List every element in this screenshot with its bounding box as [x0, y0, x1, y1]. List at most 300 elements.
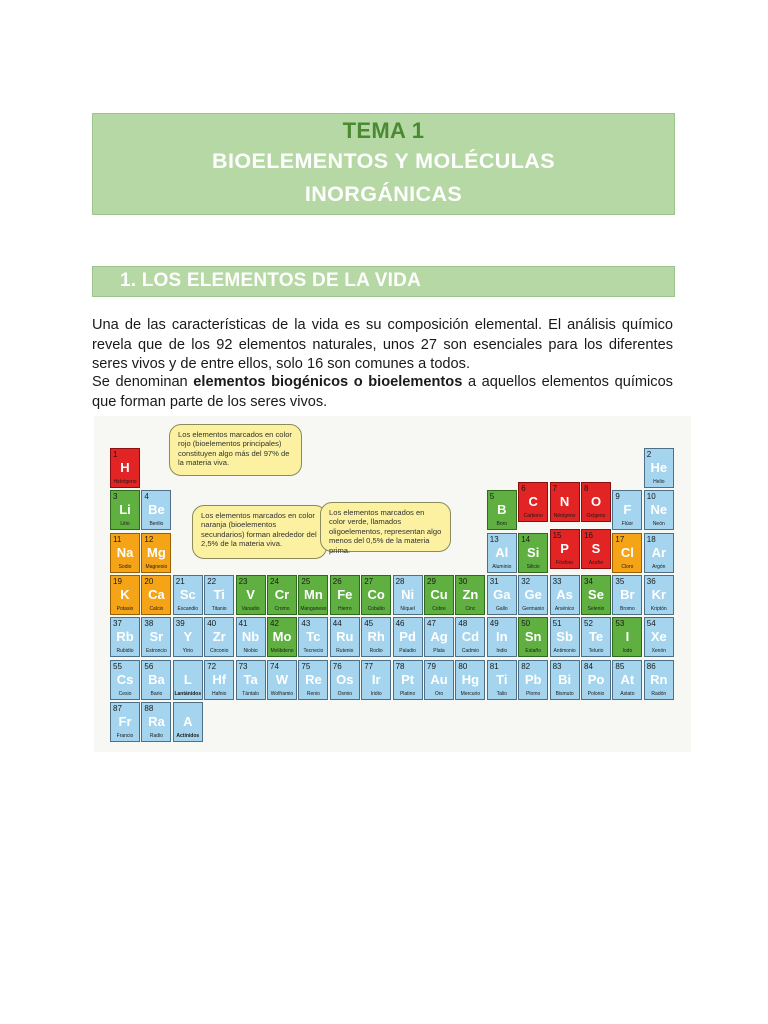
element-cell-be [141, 490, 171, 530]
element-symbol: Re [305, 671, 322, 687]
topic-title-line1: BIOELEMENTOS Y MOLÉCULAS [212, 149, 555, 173]
element-cell-pt [393, 660, 423, 700]
element-symbol: Ag [430, 629, 448, 645]
atomic-number: 7 [552, 484, 558, 494]
element-name: Wolframio [270, 690, 294, 697]
atomic-number: 21 [175, 576, 185, 586]
atomic-number: 16 [584, 530, 593, 540]
element-symbol: Ga [493, 586, 511, 602]
element-cell-l [173, 660, 203, 700]
element-symbol: W [275, 671, 289, 687]
atomic-number: 44 [332, 619, 342, 629]
element-name: Azufre [588, 559, 604, 566]
atomic-number: 52 [584, 619, 593, 629]
callout-red-elements: Los elementos marcados en color rojo (bioelementos principales) constituyen algo más del 97% de la materia viva. [169, 424, 302, 476]
element-symbol: Ge [524, 586, 542, 602]
element-cell-hg [455, 660, 485, 700]
atomic-number: 37 [113, 619, 122, 629]
atomic-number: 48 [458, 619, 468, 629]
element-name: Talio [496, 690, 507, 697]
atomic-number: 51 [552, 619, 562, 629]
atomic-number: 82 [521, 661, 531, 671]
atomic-number: 17 [615, 534, 625, 544]
element-name: Rutenio [336, 648, 354, 655]
element-symbol: Te [588, 629, 604, 645]
atomic-number: 9 [615, 492, 620, 502]
element-name: Ytrio [182, 648, 193, 655]
atomic-number: 56 [144, 661, 154, 671]
element-symbol: Sc [179, 586, 196, 602]
element-name: Actínidos [176, 732, 200, 739]
element-cell-he [644, 448, 674, 488]
element-cell-as [550, 575, 580, 615]
section-heading: 1. LOS ELEMENTOS DE LA VIDA [120, 270, 421, 291]
element-cell-tc [298, 617, 328, 657]
element-cell-xe [644, 617, 674, 657]
atomic-number: 45 [364, 619, 374, 629]
element-cell-ra [141, 702, 171, 742]
element-symbol: B [497, 502, 507, 518]
element-name: Bario [150, 690, 163, 697]
atomic-number: 40 [207, 619, 217, 629]
atomic-number: 42 [270, 619, 279, 629]
element-symbol: Xe [650, 629, 667, 645]
atomic-number: 3 [113, 492, 118, 502]
element-symbol: Zn [462, 586, 479, 602]
element-name: Cromo [274, 605, 290, 612]
element-symbol: Os [336, 671, 354, 687]
atomic-number: 43 [301, 619, 311, 629]
element-cell-ir [361, 660, 391, 700]
element-cell-c [518, 482, 548, 522]
element-cell-ge [518, 575, 548, 615]
element-name: Tecnecio [303, 648, 324, 655]
element-symbol: Na [116, 544, 134, 560]
element-symbol: P [560, 540, 569, 556]
element-symbol: L [183, 671, 192, 687]
element-symbol: Be [148, 502, 165, 518]
topic-title-line2: INORGÁNICAS [304, 182, 463, 206]
element-cell-k [110, 575, 140, 615]
element-symbol: Hf [212, 671, 227, 687]
element-cell-o [581, 482, 611, 522]
element-symbol: Ca [148, 586, 165, 602]
element-symbol: Pb [524, 671, 542, 687]
element-name: Antimonio [553, 648, 576, 655]
element-name: Cadmio [461, 648, 479, 655]
atomic-number: 31 [489, 576, 499, 586]
element-symbol: Ba [148, 671, 165, 687]
element-symbol: Si [527, 544, 540, 560]
atomic-number: 80 [458, 661, 468, 671]
atomic-number: 8 [584, 484, 589, 494]
element-symbol: F [623, 502, 632, 518]
element-symbol: Mg [147, 544, 166, 560]
element-name: Helio [653, 479, 665, 485]
element-symbol: A [183, 713, 193, 729]
element-name: Neón [652, 521, 665, 528]
atomic-number: 86 [646, 661, 656, 671]
element-name: Plomo [526, 690, 541, 697]
element-name: Argón [652, 563, 666, 570]
element-cell-fr [110, 702, 140, 742]
title-banner [92, 113, 675, 215]
element-name: Níquel [400, 605, 415, 612]
element-name: Vanadio [241, 605, 260, 612]
element-symbol: Cd [461, 629, 480, 645]
element-symbol: At [620, 671, 635, 687]
element-name: Molibdeno [270, 648, 294, 655]
element-symbol: K [120, 586, 130, 602]
element-name: Bismuto [555, 690, 574, 697]
atomic-number: 46 [395, 619, 405, 629]
element-symbol: I [625, 629, 630, 645]
element-name: Polonio [587, 690, 605, 697]
element-name: Paladio [399, 648, 416, 655]
element-symbol: Ti [213, 586, 225, 602]
element-name: Cinc [465, 605, 476, 612]
element-name: Radón [651, 690, 667, 697]
paragraph-composition: Una de las características de la vida es su composición elemental. El análisis químico revela que de los 92 elementos naturales, unos 27 son esenciales para los diferentes seres vivos y de entre ellos, solo 16 son comunes a todos. [92, 317, 673, 373]
element-symbol: Cr [274, 586, 290, 602]
element-symbol: Mo [272, 629, 292, 645]
element-symbol: Fr [118, 713, 132, 729]
element-cell-i [612, 617, 642, 657]
element-cell-a [173, 702, 203, 742]
element-symbol: As [556, 586, 573, 602]
element-cell-cr [267, 575, 297, 615]
element-cell-pb [518, 660, 548, 700]
element-symbol: Pd [399, 629, 416, 645]
paragraph-definition [92, 373, 673, 412]
atomic-number: 34 [584, 576, 593, 586]
element-name: Cesio [118, 690, 132, 697]
topic-number: TEMA 1 [342, 118, 425, 143]
element-cell-rb [110, 617, 140, 657]
atomic-number: 12 [144, 534, 154, 544]
element-symbol: Ru [336, 629, 354, 645]
element-name: Mercurio [460, 690, 481, 697]
element-cell-os [330, 660, 360, 700]
element-cell-f [612, 490, 642, 530]
element-symbol: Tc [306, 629, 321, 645]
element-symbol: Rb [116, 629, 134, 645]
element-name: Arsénico [554, 605, 575, 612]
element-name: Platino [399, 690, 416, 697]
element-symbol: Hg [461, 671, 480, 687]
callout-orange-elements: Los elementos marcados en color naranja (bioelementos secundarios) forman alrededor del 2,5% de la materia viva. [192, 505, 327, 559]
atomic-number: 10 [646, 492, 656, 502]
atomic-number: 81 [489, 661, 499, 671]
element-symbol: Se [588, 586, 604, 602]
atomic-number: 19 [113, 576, 122, 586]
element-name: Cobalto [367, 605, 385, 612]
atomic-number: 30 [458, 576, 468, 586]
atomic-number: 38 [144, 619, 154, 629]
element-symbol: Y [183, 629, 193, 645]
element-cell-bi [550, 660, 580, 700]
definition-term: elementos biogénicos o bioelementos [193, 374, 463, 390]
element-symbol: Br [620, 586, 635, 602]
element-name: Titanio [211, 605, 227, 612]
element-cell-ca [141, 575, 171, 615]
element-name: Renio [306, 690, 320, 697]
atomic-number: 49 [489, 619, 499, 629]
element-name: Indio [496, 648, 508, 655]
element-name: Calcio [149, 605, 164, 612]
element-name: Cloro [621, 563, 634, 570]
element-cell-ta [236, 660, 266, 700]
atomic-number: 22 [207, 576, 217, 586]
element-cell-ti [487, 660, 517, 700]
element-cell-na [110, 533, 140, 573]
element-name: Francio [116, 732, 134, 739]
atomic-number: 83 [552, 661, 562, 671]
element-cell-au [424, 660, 454, 700]
element-symbol: Cs [116, 671, 134, 687]
element-cell-kr [644, 575, 674, 615]
atomic-number: 72 [207, 661, 217, 671]
atomic-number: 18 [646, 534, 656, 544]
element-symbol: H [120, 460, 130, 475]
atomic-number: 88 [144, 703, 154, 713]
element-cell-rh [361, 617, 391, 657]
atomic-number: 79 [427, 661, 436, 671]
element-cell-ru [330, 617, 360, 657]
element-cell-br [612, 575, 642, 615]
element-cell-cd [455, 617, 485, 657]
atomic-number: 23 [238, 576, 248, 586]
element-symbol: Ar [651, 544, 667, 560]
element-name: Flúor [621, 521, 634, 528]
element-name: Cobre [432, 605, 446, 612]
atomic-number: 32 [521, 576, 531, 586]
element-cell-h [110, 448, 140, 488]
element-symbol: Ti [496, 671, 508, 687]
atomic-number: 76 [332, 661, 342, 671]
element-cell-sc [173, 575, 203, 615]
element-cell-ne [644, 490, 674, 530]
element-name: Tántalo [242, 690, 259, 697]
atomic-number: 78 [395, 661, 405, 671]
element-cell-rn [644, 660, 674, 700]
element-symbol: V [246, 586, 255, 602]
element-cell-sn [518, 617, 548, 657]
element-name: Boro [496, 521, 508, 528]
element-cell-cu [424, 575, 454, 615]
element-symbol: Ir [371, 671, 381, 687]
element-symbol: He [650, 460, 668, 475]
element-name: Estroncio [145, 648, 167, 655]
element-cell-p [550, 529, 580, 569]
element-name: Hierro [337, 605, 352, 612]
element-cell-ni [393, 575, 423, 615]
element-symbol: Cl [620, 544, 634, 560]
element-cell-re [298, 660, 328, 700]
atomic-number: 54 [646, 619, 656, 629]
element-name: Iodo [622, 648, 633, 655]
element-symbol: Ta [243, 671, 258, 687]
atomic-number: 24 [270, 576, 279, 586]
element-symbol: Ne [650, 502, 668, 518]
element-name: Magnesio [145, 563, 168, 570]
element-cell-nb [236, 617, 266, 657]
element-symbol: S [591, 540, 601, 556]
atomic-number: 73 [238, 661, 248, 671]
definition-rest: a aquellos elementos químicos que forman parte de los seres vivos. [92, 374, 673, 410]
element-cell-mg [141, 533, 171, 573]
element-name: Escandio [177, 605, 199, 612]
atomic-number: 29 [427, 576, 436, 586]
element-cell-cl [612, 533, 642, 573]
element-cell-ar [644, 533, 674, 573]
atomic-number: 41 [238, 619, 248, 629]
element-cell-sr [141, 617, 171, 657]
element-cell-po [581, 660, 611, 700]
element-cell-cs [110, 660, 140, 700]
element-name: Oxígeno [586, 513, 606, 520]
atomic-number: 6 [521, 484, 526, 494]
element-cell-w [267, 660, 297, 700]
element-name: Silicio [526, 563, 540, 570]
element-cell-al [487, 533, 517, 573]
element-name: Sodio [118, 563, 132, 570]
element-symbol: Rn [650, 671, 668, 687]
atomic-number: 74 [270, 661, 279, 671]
element-cell-se [581, 575, 611, 615]
element-name: Telurio [588, 648, 604, 655]
element-symbol: Po [587, 671, 605, 687]
element-name: Niobio [243, 648, 258, 655]
element-cell-y [173, 617, 203, 657]
element-cell-pd [393, 617, 423, 657]
definition-lead: Se denominan [92, 374, 194, 390]
element-name: Aluminio [492, 563, 512, 570]
element-cell-zn [455, 575, 485, 615]
element-name: Carbono [523, 513, 543, 520]
element-name: Selenio [587, 605, 605, 612]
element-name: Circonio [210, 648, 229, 655]
atomic-number: 27 [364, 576, 374, 586]
element-cell-sb [550, 617, 580, 657]
atomic-number: 5 [489, 492, 495, 502]
atomic-number: 75 [301, 661, 311, 671]
element-symbol: Au [430, 671, 448, 687]
element-name: Oro [434, 690, 444, 697]
element-name: Fósforo [556, 559, 574, 566]
atomic-number: 55 [113, 661, 122, 671]
atomic-number: 47 [427, 619, 436, 629]
element-symbol: Kr [651, 586, 667, 602]
element-cell-ga [487, 575, 517, 615]
element-name: Lantánidos [174, 690, 202, 697]
element-name: Radio [149, 732, 163, 739]
atomic-number: 1 [113, 450, 118, 459]
atomic-number: 33 [552, 576, 562, 586]
element-name: Germanio [522, 605, 545, 612]
element-cell-in [487, 617, 517, 657]
atomic-number: 50 [521, 619, 531, 629]
element-symbol: O [590, 494, 602, 510]
atomic-number: 39 [175, 619, 185, 629]
atomic-number: 77 [364, 661, 374, 671]
element-cell-b [487, 490, 517, 530]
element-cell-mo [267, 617, 297, 657]
atomic-number: 4 [144, 492, 149, 502]
atomic-number: 20 [144, 576, 154, 586]
element-name: Berilio [149, 521, 164, 528]
element-cell-co [361, 575, 391, 615]
element-symbol: Mn [304, 586, 323, 602]
element-symbol: Co [367, 586, 385, 602]
element-name: Gallo [495, 605, 508, 612]
element-symbol: N [559, 494, 570, 510]
atomic-number: 87 [113, 703, 122, 713]
element-name: Estaño [525, 648, 541, 655]
atomic-number: 36 [646, 576, 656, 586]
atomic-number: 26 [332, 576, 342, 586]
element-symbol: Rh [367, 629, 385, 645]
element-symbol: Pt [401, 671, 415, 687]
element-cell-ba [141, 660, 171, 700]
element-name: Astato [620, 690, 635, 697]
element-symbol: Ni [401, 586, 415, 602]
element-name: Iridio [370, 690, 382, 697]
element-name: Plata [433, 648, 445, 655]
element-name: Rubidio [116, 648, 134, 655]
element-name: Hafnio [211, 690, 227, 697]
callout-green-elements: Los elementos marcados en color verde, llamados oligoelementos, representan algo menos del 0,5% de la materia prima. [320, 502, 451, 552]
element-symbol: Sr [149, 629, 164, 645]
atomic-number: 35 [615, 576, 625, 586]
atomic-number: 15 [552, 530, 562, 540]
element-cell-zr [204, 617, 234, 657]
element-symbol: Ra [148, 713, 165, 729]
element-symbol: Li [119, 502, 131, 518]
atomic-number: 28 [395, 576, 405, 586]
element-name: Bromo [620, 605, 635, 612]
element-symbol: In [496, 629, 508, 645]
atomic-number: 2 [646, 450, 652, 459]
element-symbol: Cu [430, 586, 448, 602]
element-cell-si [518, 533, 548, 573]
element-cell-hf [204, 660, 234, 700]
element-symbol: Sn [524, 629, 542, 645]
element-cell-n [550, 482, 580, 522]
element-cell-ti [204, 575, 234, 615]
element-cell-te [581, 617, 611, 657]
element-symbol: C [528, 494, 538, 510]
element-name: Potasio [116, 605, 134, 612]
element-name: Xenón [651, 648, 667, 655]
atomic-number: 84 [584, 661, 593, 671]
atomic-number: 13 [489, 534, 499, 544]
atomic-number: 14 [521, 534, 531, 544]
atomic-number: 53 [615, 619, 625, 629]
element-cell-fe [330, 575, 360, 615]
element-name: Osmio [337, 690, 353, 697]
element-symbol: Sb [556, 629, 573, 645]
element-cell-ag [424, 617, 454, 657]
element-symbol: Nb [241, 629, 260, 645]
element-symbol: Bi [558, 671, 572, 687]
element-cell-li [110, 490, 140, 530]
element-cell-mn [298, 575, 328, 615]
element-name: Litio [120, 521, 130, 528]
element-name: Kriptón [650, 605, 667, 612]
element-cell-at [612, 660, 642, 700]
element-symbol: Al [495, 544, 509, 560]
